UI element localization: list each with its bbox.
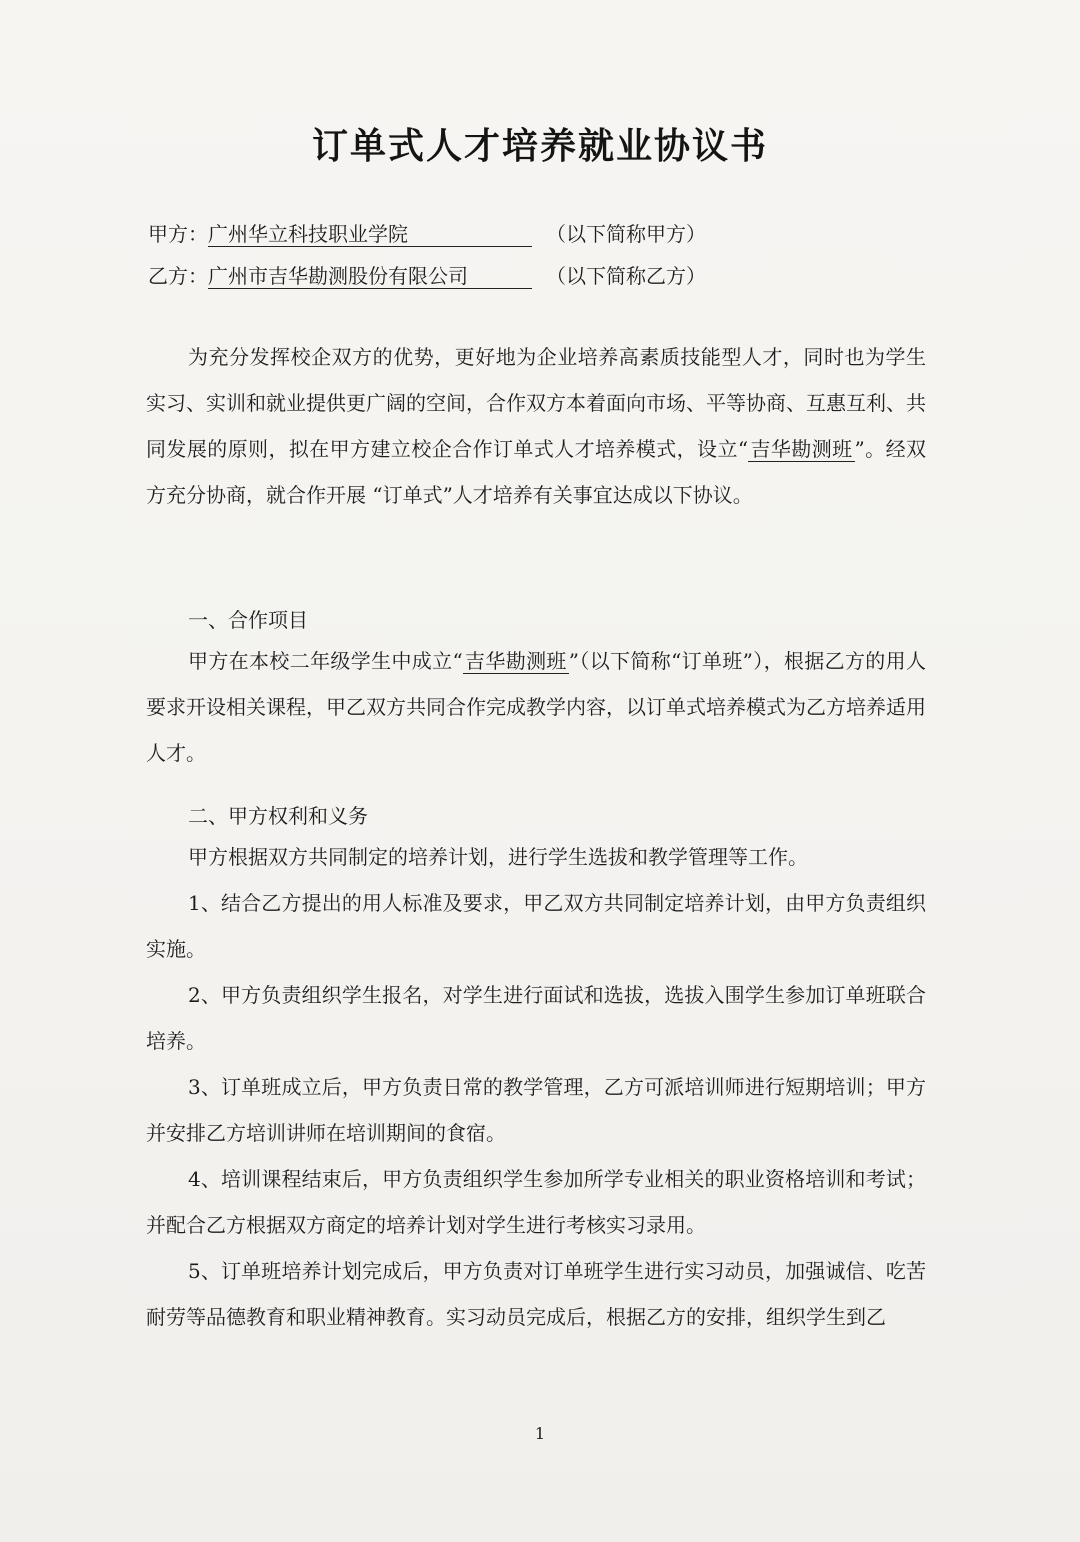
document-title: 订单式人才培养就业协议书 <box>311 126 768 167</box>
section2-lead: 甲方根据双方共同制定的培养计划，进行学生选拔和教学管理等工作。 <box>188 845 808 869</box>
party-a-note: （以下简称甲方） <box>546 222 706 246</box>
section2-item: 3、订单班成立后，甲方负责日常的教学管理，乙方可派培训师进行短期培训；甲方并安排乙方培训讲师在培训期间的食宿。 <box>146 1075 926 1145</box>
section1-class-name: 吉华勘测班 <box>464 649 567 673</box>
section1-heading: 一、合作项目 <box>188 608 308 632</box>
section1-text-before: 甲方在本校二年级学生中成立“ <box>188 649 463 673</box>
party-a-line <box>148 218 706 247</box>
party-b-line <box>148 260 706 289</box>
party-a-label: 甲方： <box>148 222 208 246</box>
intro-class-name: 吉华勘测班 <box>750 437 853 461</box>
section1-text-after: ”（以下简称“订单班”），根据乙方的用人要求开设相关课程，甲乙双方共同合作完成教学内容，以订单式培养模式为乙方培养适用人才。 <box>146 649 926 765</box>
party-b-label: 乙方： <box>148 264 208 288</box>
section2-item: 1、结合乙方提出的用人标准及要求，甲乙双方共同制定培养计划，由甲方负责组织实施。 <box>146 891 926 961</box>
party-b-name: 广州市吉华勘测股份有限公司 <box>208 264 532 289</box>
intro-text-before: 为充分发挥校企双方的优势，更好地为企业培养高素质技能型人才，同时也为学生实习、实训和就业提供更广阔的空间，合作双方本着面向市场、平等协商、互惠互利、共同发展的原则，拟在甲方建立校企合作订单式人才培养模式，设立“ <box>146 345 926 461</box>
section2-item: 2、甲方负责组织学生报名，对学生进行面试和选拔，选拔入围学生参加订单班联合培养。 <box>146 983 926 1053</box>
intro-text-after: ”。经双方充分协商，就合作开展 “订单式”人才培养有关事宜达成以下协议。 <box>146 437 926 507</box>
section2-item: 4、培训课程结束后，甲方负责组织学生参加所学专业相关的职业资格培训和考试；并配合乙方根据双方商定的培养计划对学生进行考核实习录用。 <box>146 1167 926 1237</box>
section2-heading: 二、甲方权利和义务 <box>188 804 368 828</box>
party-b-note: （以下简称乙方） <box>546 264 706 288</box>
section2-item: 5、订单班培养计划完成后，甲方负责对订单班学生进行实习动员，加强诚信、吃苦耐劳等品德教育和职业精神教育。实习动员完成后，根据乙方的安排，组织学生到乙 <box>146 1259 926 1329</box>
party-a-name: 广州华立科技职业学院 <box>208 222 532 247</box>
section1-paragraph <box>146 638 926 776</box>
page-number: 1 <box>534 1424 546 1443</box>
intro-paragraph <box>146 334 926 518</box>
